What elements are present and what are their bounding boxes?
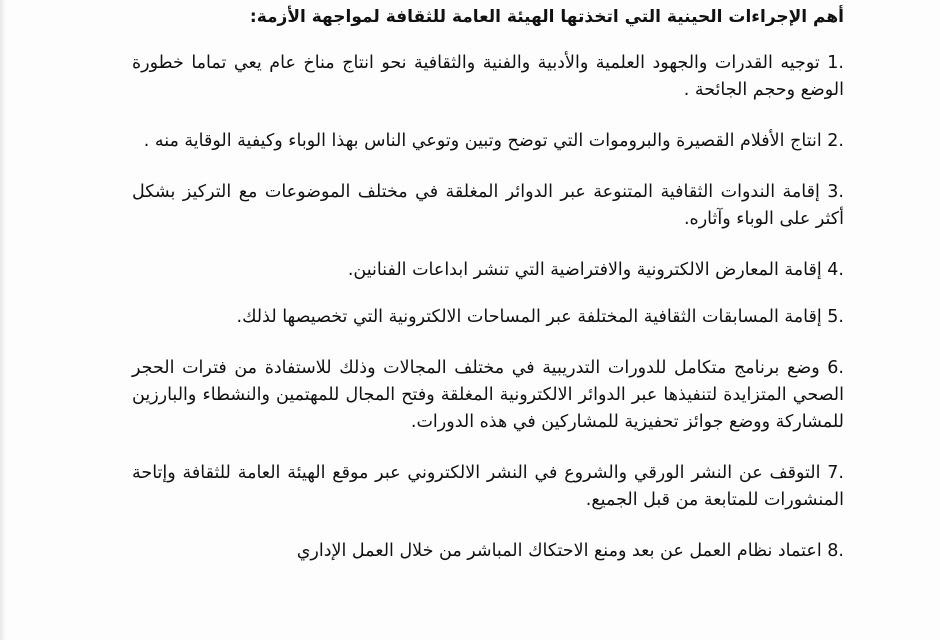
list-item [132,257,844,284]
item-text: إقامة المسابقات الثقافية المختلفة عبر المساحات الالكترونية التي تخصيصها لذلك. [236,307,822,327]
item-number: 2. [827,131,844,151]
item-number: 5. [827,307,844,327]
item-number: 3. [827,182,844,202]
measures-list [132,50,844,589]
item-number: 8. [827,541,844,561]
item-number: 7. [827,463,844,483]
document-heading: أهم الإجراءات الحينية التي اتخذتها الهيئة العامة للثقافة لمواجهة الأزمة: [249,7,844,27]
list-item [132,128,844,155]
item-text: انتاج الأفلام القصيرة والبروموات التي توضح وتبين وتوعي الناس بهذا الوباء وكيفية الوقاية منه . [143,131,822,151]
list-item [132,50,844,104]
list-item [132,538,844,565]
page-edge-shadow [0,0,6,640]
item-text: توجيه القدرات والجهود العلمية والأدبية والفنية والثقافية نحو انتاج مناخ عام يعي تماما خطورة الوضع وحجم الجائحة . [132,53,844,100]
item-text: التوقف عن النشر الورقي والشروع في النشر الالكتروني عبر موقع الهيئة العامة للثقافة وإتاحة المنشورات للمتابعة من قبل الجميع. [132,463,844,510]
item-text: وضع برنامج متكامل للدورات التدريبية في مختلف المجالات وذلك للاستفادة من فترات الحجر الصحي المتزايدة لتنفيذها عبر الدوائر الالكترونية المغلقة وفتح المجال للمهتمين والنشطاء والبارزين للمشاركة ووضع جوائز تحفيزية للمشاركين في هذه الدورات. [132,358,844,432]
item-number: 6. [827,358,844,378]
list-item [132,355,844,436]
list-item [132,179,844,233]
item-text: إقامة الندوات الثقافية المتنوعة عبر الدوائر المغلقة في مختلف الموضوعات مع التركيز بشكل أكثر على الوباء وآثاره. [132,182,844,229]
item-text: إقامة المعارض الالكترونية والافتراضية التي تنشر ابداعات الفنانين. [347,260,822,280]
item-number: 1. [827,53,844,73]
list-item [132,460,844,514]
item-text: اعتماد نظام العمل عن بعد ومنع الاحتكاك المباشر من خلال العمل الإداري [296,541,822,561]
item-number: 4. [827,260,844,280]
list-item [132,304,844,331]
